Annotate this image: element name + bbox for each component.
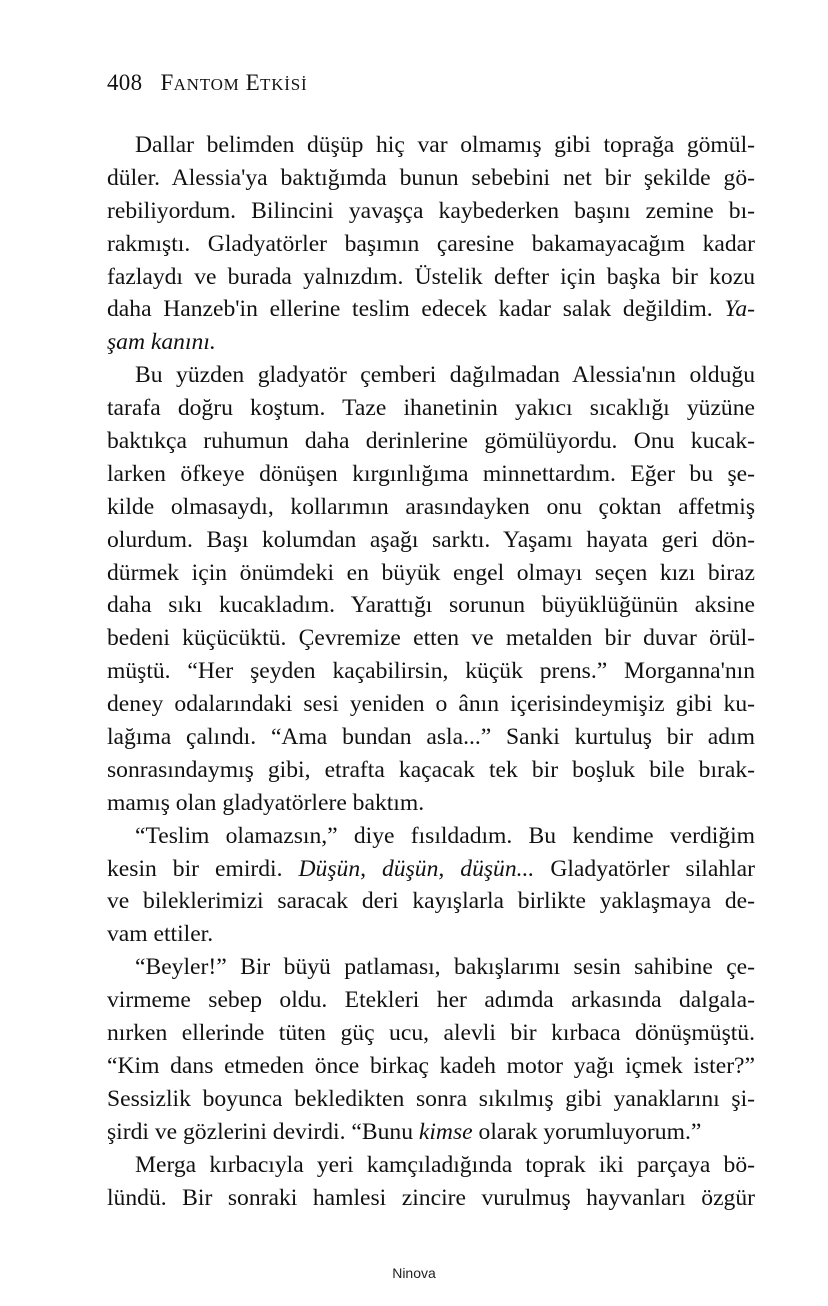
text-line: bedeni küçücüktü. Çevremize etten ve metalden bir duvar örül- [107, 625, 755, 652]
text-line: “Beyler!” Bir büyü patlaması, bakışlarımı sesin sahibine çe- [135, 954, 755, 981]
text-line [107, 1116, 755, 1149]
page-number: 408 [107, 70, 143, 95]
running-title: FANTOM ETKİSİ [160, 70, 308, 95]
text-line: Merga kırbacıyla yeri kamçıladığında toprak iki parçaya bö- [135, 1151, 755, 1178]
text-line: müştü. “Her şeyden kaçabilirsin, küçük prens.” Morganna'nın [107, 658, 755, 685]
italic-text: Ya- [724, 296, 755, 323]
text-line: tarafa doğru koştum. Taze ihanetinin yakıcı sıcaklığı yüzüne [107, 395, 755, 422]
text-line: daha sıkı kucakladım. Yarattığı sorunun büyüklüğünün aksine [107, 592, 755, 619]
text-span: olarak yorumluyorum.” [472, 1118, 702, 1145]
text-line: baktıkça ruhumun daha derinlerine gömülüyordu. Onu kucak- [107, 428, 755, 455]
text-line: olurdum. Başı kolumdan aşağı sarktı. Yaşamı hayata geri dön- [107, 526, 755, 553]
text-line: nırken ellerinde tüten güç ucu, alevli bir kırbaca dönüşmüştü. [107, 1020, 755, 1047]
page-header [107, 70, 307, 96]
text-line: rebiliyordum. Bilincini yavaşça kaybederken başını zemine bı- [107, 197, 755, 224]
text-line: “Kim dans etmeden önce birkaç kadeh motor yağı içmek ister?” [107, 1052, 755, 1079]
text-line: dürmek için önümdeki en büyük engel olmayı seçen kızı biraz [107, 559, 755, 586]
text-line: sonrasındaymış gibi, etrafta kaçacak tek bir boşluk bile bırak- [107, 756, 755, 783]
text-line: mamış olan gladyatörlere baktım. [107, 789, 425, 816]
text-line: deney odalarındaki sesi yeniden o ânın içerisindeymişiz gibi ku- [107, 691, 755, 718]
text-line: düler. Alessia'ya baktığımda bunun sebebini net bir şekilde gö- [107, 164, 755, 191]
text-line: larken öfkeye dönüşen kırgınlığıma minnettardım. Eğer bu şe- [107, 460, 755, 487]
text-line: Dallar belimden düşüp hiç var olmamış gibi toprağa gömül- [135, 132, 755, 158]
text-line [107, 326, 755, 359]
text-line: kilde olmasaydı, kollarımın arasındayken onu çoktan affetmiş [107, 493, 755, 520]
text-line: rakmıştı. Gladyatörler başımın çaresine bakamayacağım kadar [107, 230, 755, 257]
text-span: kesin bir emirdi. [107, 855, 299, 882]
italic-text: Düşün, düşün, düşün... [298, 855, 535, 882]
text-line: Bu yüzden gladyatör çemberi dağılmadan Alessia'nın olduğu [135, 362, 755, 389]
publisher-footer: Ninova [392, 1265, 436, 1281]
text-span: şirdi ve gözlerini devirdi. “Bunu [107, 1118, 419, 1145]
text-line: fazlaydı ve burada yalnızdım. Üstelik defter için başka bir kozu [107, 263, 755, 290]
text-line: ve bileklerimizi saracak deri kayışlarla birlikte yaklaşmaya de- [107, 888, 755, 915]
text-line: vam ettiler. [107, 921, 214, 948]
text-line [107, 853, 755, 886]
italic-text: kimse [418, 1118, 473, 1145]
text-line: virmeme sebep oldu. Etekleri her adımda arkasında dalgala- [107, 987, 755, 1014]
text-line: lağıma çalındı. “Ama bundan asla...” Sanki kurtuluş bir adım [107, 724, 755, 751]
text-span: daha Hanzeb'in ellerine teslim edecek kadar salak değildim. [107, 296, 725, 323]
italic-text: şam kanını. [107, 329, 216, 356]
text-span: Gladyatörler silahlar [534, 855, 755, 882]
text-line [107, 293, 755, 326]
body-text [107, 129, 755, 1214]
text-line: Sessizlik boyunca bekledikten sonra sıkılmış gibi yanaklarını şi- [107, 1085, 755, 1112]
text-line: “Teslim olamazsın,” diye fısıldadım. Bu kendime verdiğim [135, 822, 755, 849]
text-line: lündü. Bir sonraki hamlesi zincire vurulmuş hayvanları özgür [107, 1184, 755, 1211]
